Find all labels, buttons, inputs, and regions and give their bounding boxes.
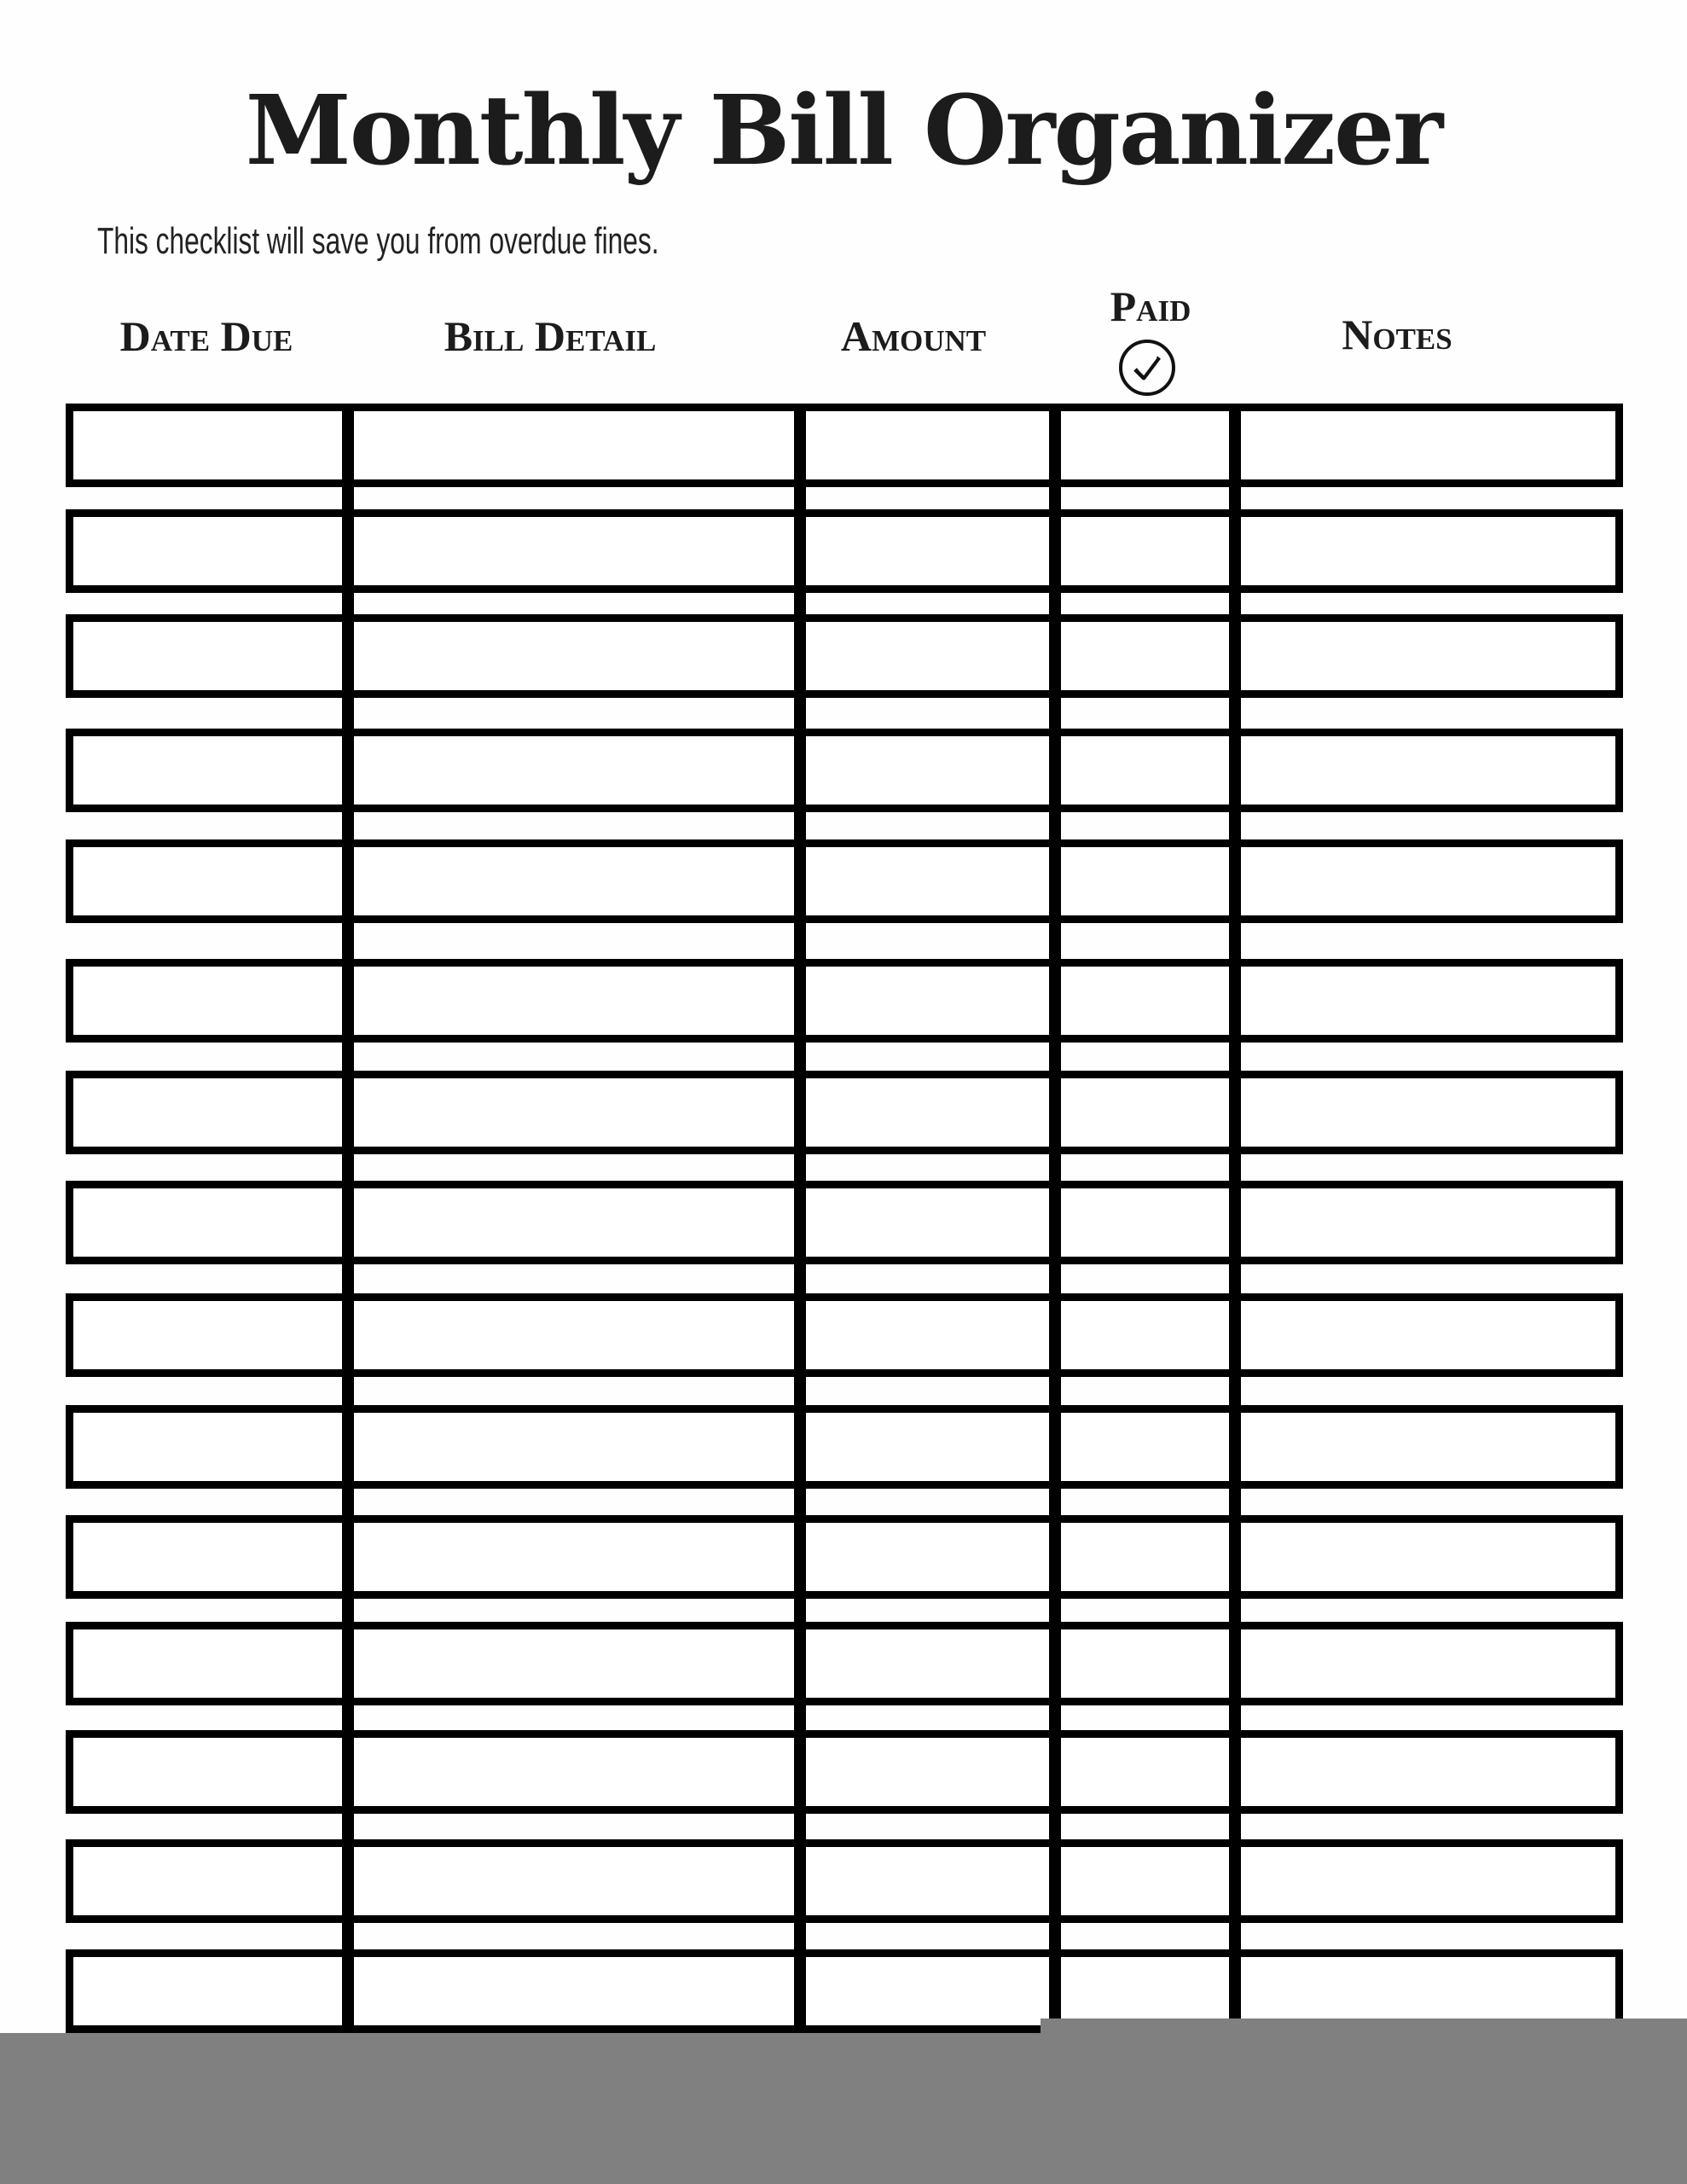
table-row [66,1181,1623,1264]
column-divider [794,404,806,2033]
table-row [66,959,1623,1043]
table-row [66,614,1623,698]
table-row [66,1730,1623,1814]
page-title: Monthly Bill Organizer [245,75,1442,187]
check-circle-icon [1119,340,1175,396]
table-row [66,1622,1623,1705]
column-divider [1049,404,1061,2033]
table-row [66,404,1623,487]
gray-overlay [0,2033,1687,2184]
column-divider [342,404,354,2033]
table-row [66,1071,1623,1154]
table-row [66,839,1623,923]
table-row [66,1293,1623,1377]
header-date-due: Date Due [119,312,293,360]
table-row [66,729,1623,812]
subtitle: This checklist will save you from overdue fines. [97,220,659,262]
header-amount: Amount [840,312,987,360]
table-row [66,1405,1623,1489]
table-row [66,1839,1623,1923]
column-divider [1229,404,1241,2033]
header-bill-detail: Bill Detail [443,312,657,360]
table-row [66,509,1623,593]
header-notes: Notes [1342,311,1452,358]
header-paid: Paid [1110,282,1191,330]
table-row [66,1515,1623,1599]
